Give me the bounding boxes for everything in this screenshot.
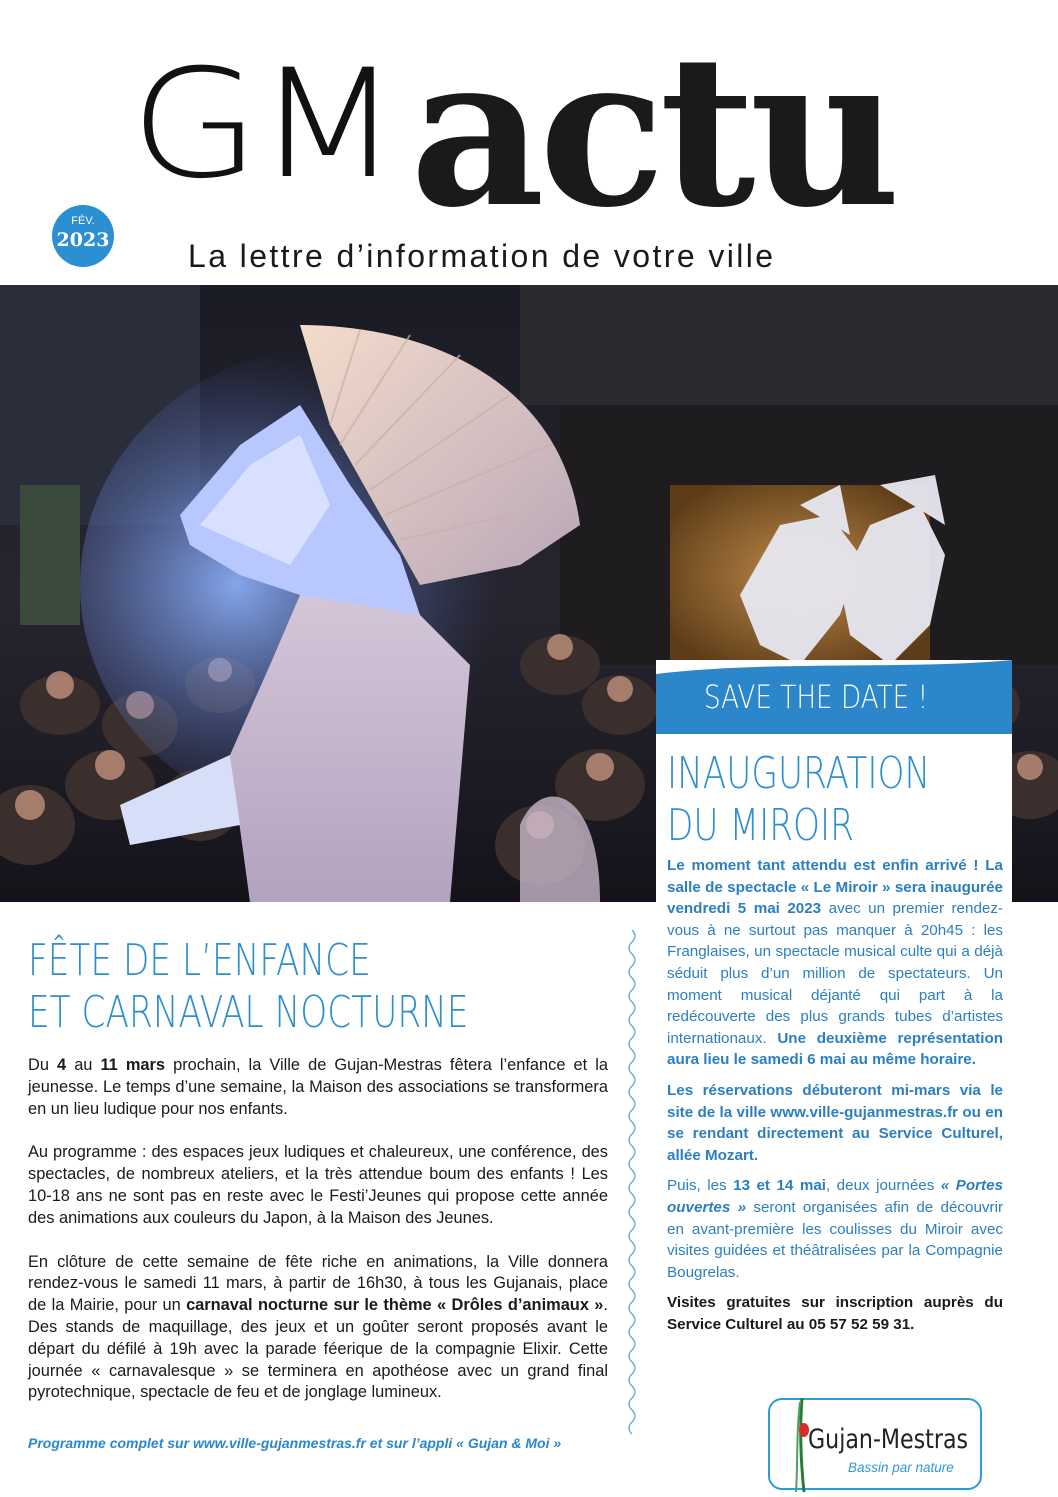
open-days-label: « Portes ouvertes » xyxy=(667,1177,1004,1216)
inauguration-title-line2: DU MIROIR xyxy=(667,800,855,851)
program-link[interactable]: Programme complet sur www.ville-gujanmestras.fr et sur l’appli « Gujan & Moi » xyxy=(28,1435,562,1451)
gujan-mestras-logo xyxy=(768,1398,982,1490)
issue-date-badge xyxy=(52,205,114,267)
fete-paragraph-2: Au programme : des espaces jeux ludiques et chaleureux, une conférence, des spectacles, de nombreux ateliers, et la très attendue boum des enfants ! Les 10-18 ans ne sont pas en reste avec le Festi’Jeunes qui propose cette année des animations aux couleurs du Japon, à la Maison des Jeunes. xyxy=(28,1143,608,1227)
logo-name: Gujan-Mestras xyxy=(808,1424,969,1455)
show-description: avec un premier rendez-vous à ne surtout pas manquer à 20h45 : les Franglaises, un spectacle musical culte qui a déjà séduit plus d’un million de spectateurs. Un moment musical déjanté qui part à la redécouverte des plus grands tubes d’artistes internationaux. xyxy=(667,900,1003,1047)
fete-p1-a: Du xyxy=(28,1056,58,1074)
inauguration-paragraph-1 xyxy=(667,855,1003,1071)
fete-start-day: 4 xyxy=(57,1056,67,1074)
masthead-actu: actu xyxy=(410,10,895,254)
inauguration-title-line1: INAUGURATION xyxy=(667,748,931,799)
open-days-paragraph xyxy=(667,1175,1003,1283)
fete-paragraph-3 xyxy=(28,1252,608,1405)
logo-slogan: Bassin par nature xyxy=(848,1460,954,1475)
tagline: La lettre d’information de votre ville xyxy=(188,238,776,274)
open-days-text-b: , deux journées xyxy=(826,1177,941,1195)
fete-body xyxy=(28,1055,608,1426)
fete-end-date: 11 mars xyxy=(100,1056,166,1074)
open-days-dates: 13 et 14 mai xyxy=(733,1177,826,1195)
fete-p1-c: au xyxy=(66,1056,101,1074)
fete-paragraph-1 xyxy=(28,1055,608,1120)
fete-p3-c: . Des stands de maquillage, des jeux et un goûter seront proposés avant le départ du défilé à 19h avec la parade féerique de la compagnie Elixir. Cette journée « carnavalesque » se terminera en apothéose avec un grand final pyrotechnique, spectacle de feu et de jonglage lumineux. xyxy=(28,1296,608,1402)
carnival-theme: carnaval nocturne sur le thème « Drôles d’animaux » xyxy=(186,1296,604,1315)
intro-text: Le moment tant attendu est enfin arrivé ! xyxy=(667,857,979,874)
inauguration-title xyxy=(667,748,930,852)
issue-year: 2023 xyxy=(56,229,110,251)
fete-p3-a: En clôture de cette semaine de fête riche en animations, la Ville donnera rendez-vous le samedi 11 mars, à partir de 16h30, à tous les Gujanais, place de la Mairie, pour un xyxy=(28,1252,608,1315)
fete-title xyxy=(28,935,469,1039)
inauguration-body xyxy=(667,855,1003,1344)
fete-title-line1: FÊTE DE L’ENFANCE xyxy=(28,935,371,986)
masthead-gm: GM xyxy=(130,38,397,212)
column-divider xyxy=(624,930,640,1440)
reservation-info: Les réservations débuteront mi-mars via le site de la ville www.ville-gujanmestras.fr ou en se rendant directement au Service Culturel, allée Mozart. xyxy=(667,1081,1003,1164)
venue-announcement: La salle de spectacle « Le Miroir » sera inaugurée vendredi 5 mai 2023 xyxy=(667,857,1003,918)
open-days-text-a: Puis, les xyxy=(667,1177,734,1195)
save-the-date-label: SAVE THE DATE ! xyxy=(704,678,929,716)
save-the-date-banner xyxy=(656,660,1012,734)
fete-p1-e: prochain, la Ville de Gujan-Mestras fêtera l’enfance et la jeunesse. Le temps d’une semaine, la Maison des associations se transformera en un lieu ludique pour nos enfants. xyxy=(28,1056,608,1118)
open-days-text-c: seront organisées afin de découvrir en avant-première les coulisses du Miroir avec visites guidées et théâtralisées par la Compagnie Bougrelas. xyxy=(667,1198,1003,1281)
second-show-note: Une deuxième représentation aura lieu le samedi 6 mai au même horaire. xyxy=(667,1029,1003,1069)
fete-title-line2: ET CARNAVAL NOCTURNE xyxy=(28,987,469,1038)
issue-month: FÉV. xyxy=(71,215,95,227)
free-visits-info: Visites gratuites sur inscription auprès du Service Culturel au 05 57 52 59 31. xyxy=(667,1294,1003,1333)
